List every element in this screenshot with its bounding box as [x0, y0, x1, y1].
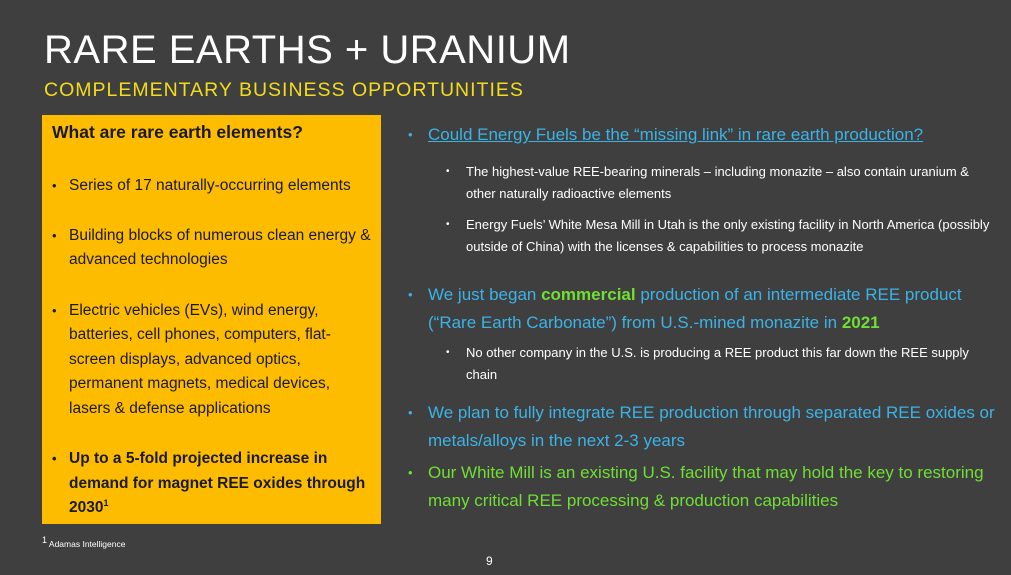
bullet-text: Our White Mill is an existing U.S. facility that may hold the key to restoring many critical REE processing & production capabilities [428, 463, 984, 510]
slide-title: RARE EARTHS + URANIUM [44, 28, 571, 72]
footnote-marker: 1 [103, 497, 109, 508]
box-bullet-text: Up to a 5-fold projected increase in demand for magnet REE oxides through 2030 [69, 450, 366, 516]
missing-link-bullet [408, 121, 998, 149]
box-bullet-item [52, 224, 371, 273]
bullet-icon: • [408, 287, 413, 302]
slide-subtitle: COMPLEMENTARY BUSINESS OPPORTUNITIES [44, 79, 524, 101]
sub-bullet [446, 342, 998, 385]
bullet-text: We plan to fully integrate REE production through separated REE oxides or metals/alloys in the next 2-3 years [428, 403, 995, 450]
opportunities-list [408, 121, 998, 515]
sub-bullet [446, 214, 998, 257]
bullet-icon: • [446, 219, 450, 230]
page-number: 9 [486, 554, 493, 568]
box-heading: What are rare earth elements? [52, 122, 303, 142]
box-bullet-text: Building blocks of numerous clean energy & advanced technologies [69, 226, 371, 268]
footnote-text: Adamas Intelligence [47, 539, 126, 549]
box-bullet-list [52, 174, 371, 521]
ree-info-box [42, 115, 381, 524]
bullet-icon: • [52, 302, 57, 318]
box-bullet-text: Electric vehicles (EVs), wind energy, batteries, cell phones, computers, flat-screen displays, advanced optics, permanent magnets, medical devices, lasers & defense applications [69, 301, 331, 417]
commercial-production-bullet [408, 281, 998, 337]
bullet-text: We just began [428, 285, 542, 304]
bullet-icon: • [446, 166, 450, 177]
sub-bullet [446, 161, 998, 204]
bullet-icon: • [52, 227, 57, 243]
bullet-icon: • [446, 347, 450, 358]
box-bullet-text: Series of 17 naturally-occurring elements [69, 177, 351, 194]
footnote [42, 535, 126, 549]
highlight-year: 2021 [841, 313, 880, 332]
box-bullet-item [52, 447, 371, 521]
sub-bullet-text: No other company in the U.S. is producing a REE product this far down the REE supply chain [466, 345, 969, 382]
bullet-icon: • [408, 405, 413, 420]
highlight-commercial: commercial [541, 285, 636, 304]
box-bullet-item [52, 174, 371, 199]
bullet-icon: • [52, 451, 57, 466]
bullet-icon: • [52, 178, 57, 193]
sub-bullet-text: Energy Fuels’ White Mesa Mill in Utah is the only existing facility in North America (possibly outside of China) with the licenses & capabilities to process monazite [466, 217, 990, 254]
integration-plan-bullet [408, 399, 998, 455]
footnote-marker: 1 [42, 535, 48, 546]
white-mill-bullet [408, 459, 998, 515]
box-bullet-item [52, 299, 371, 422]
missing-link-link[interactable]: Could Energy Fuels be the “missing link” in rare earth production? [428, 125, 924, 144]
sub-bullet-text: The highest-value REE-bearing minerals – including monazite – also contain uranium & other naturally radioactive elements [466, 164, 969, 201]
bullet-icon: • [408, 465, 413, 480]
bullet-icon: • [408, 127, 413, 142]
bullet-text: production of an intermediate REE product (“Rare Earth Carbonate”) from U.S.-mined monazite in [428, 285, 962, 332]
